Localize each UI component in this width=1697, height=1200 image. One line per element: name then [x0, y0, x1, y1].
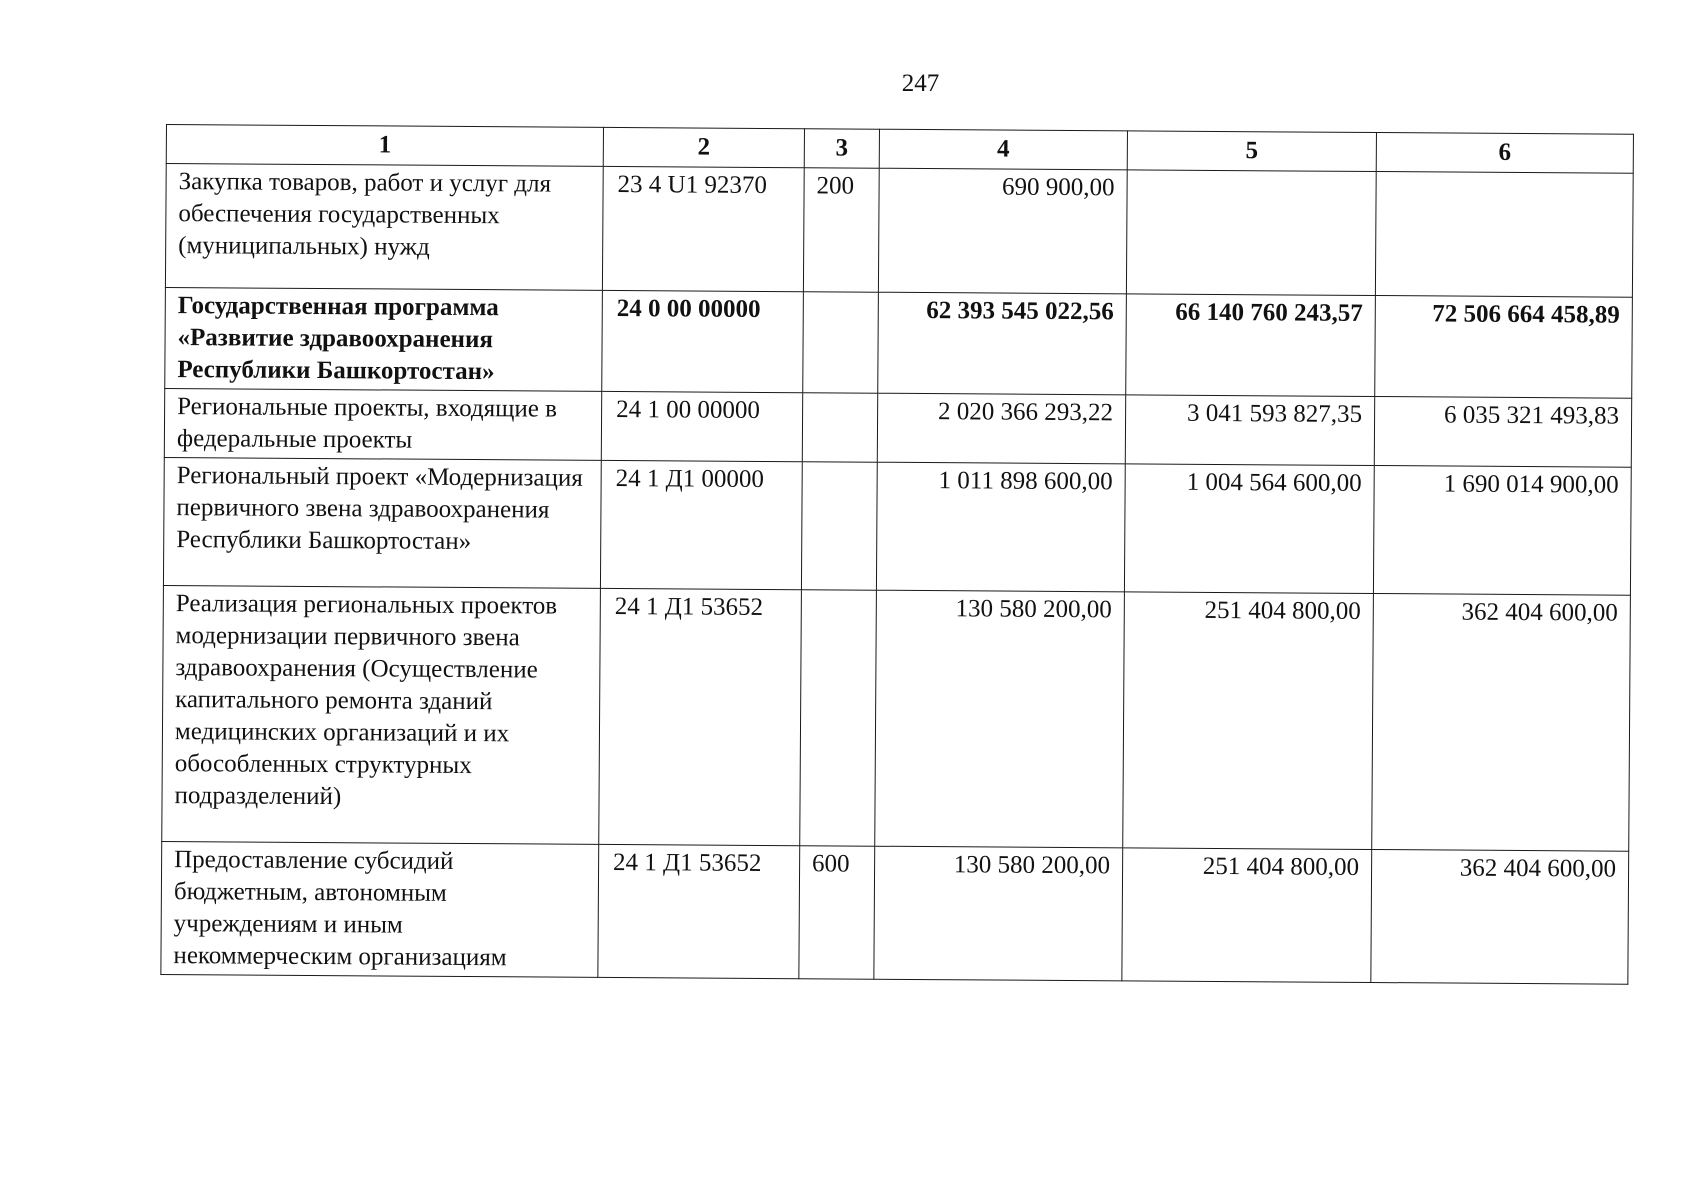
header-col-5: 5: [1127, 131, 1376, 172]
row-expense-type: 200: [803, 168, 879, 292]
row-value-4: 130 580 200,00: [874, 846, 1123, 981]
row-value-4: 62 393 545 022,56: [878, 292, 1127, 395]
header-col-2: 2: [603, 127, 804, 167]
header-col-1: 1: [166, 125, 603, 167]
header-col-6: 6: [1376, 133, 1633, 174]
page-number: 247: [901, 70, 940, 97]
budget-table: [160, 124, 1634, 985]
row-value-6: 362 404 600,00: [1371, 850, 1629, 985]
row-code: 24 1 Д1 53652: [598, 844, 800, 978]
row-value-5: 3 041 593 827,35: [1125, 395, 1374, 466]
row-code: 24 0 00 00000: [602, 290, 804, 392]
row-value-5: 66 140 760 243,57: [1126, 294, 1376, 397]
row-expense-type: 600: [799, 846, 875, 979]
row-value-6: 362 404 600,00: [1372, 594, 1631, 852]
row-code: 24 1 Д1 00000: [600, 460, 802, 589]
row-code: 24 1 Д1 53652: [599, 588, 802, 845]
table-row: [161, 841, 1629, 984]
row-value-5: 251 404 800,00: [1123, 592, 1374, 850]
row-name: Реализация региональных проектов модернизации первичного звена здравоохранения (Осуществление капитального ремонта зданий медицинских организаций и их обособленных структурных подразделений): [162, 585, 601, 844]
row-value-4: 130 580 200,00: [875, 590, 1125, 848]
header-col-4: 4: [879, 129, 1127, 170]
row-value-4: 2 020 366 293,22: [877, 393, 1125, 464]
header-col-3: 3: [804, 129, 879, 168]
row-value-5: [1126, 170, 1376, 296]
row-name: Региональные проекты, входящие в федеральные проекты: [164, 388, 601, 460]
row-expense-type: [802, 393, 877, 462]
row-value-6: 72 506 664 458,89: [1375, 296, 1633, 399]
row-name: Региональный проект «Модернизация первичного звена здравоохранения Республики Башкортостан»: [163, 457, 601, 588]
row-value-5: 1 004 564 600,00: [1124, 464, 1374, 594]
row-code: 24 1 00 00000: [601, 391, 802, 461]
table-row: [165, 287, 1633, 398]
row-name: Государственная программа «Развитие здравоохранения Республики Башкортостан»: [165, 287, 603, 391]
budget-table-container: [160, 124, 1634, 985]
table-row: [164, 388, 1631, 467]
row-expense-type: [800, 590, 877, 846]
row-value-4: 1 011 898 600,00: [876, 462, 1125, 592]
row-value-5: 251 404 800,00: [1122, 848, 1372, 983]
row-code: 23 4 U1 92370: [602, 166, 804, 291]
row-value-4: 690 900,00: [878, 168, 1127, 294]
row-expense-type: [803, 292, 879, 393]
table-row: [162, 585, 1631, 851]
row-value-6: 6 035 321 493,83: [1374, 397, 1631, 468]
row-value-6: [1375, 172, 1633, 298]
row-value-6: 1 690 014 900,00: [1373, 466, 1631, 596]
row-name: Закупка товаров, работ и услуг для обеспечения государственных (муниципальных) нужд: [165, 164, 603, 291]
table-row: [163, 457, 1631, 595]
row-name: Предоставление субсидий бюджетным, автономным учреждениям и иным некоммерческим организациям: [161, 841, 599, 977]
table-row: [165, 164, 1633, 298]
row-expense-type: [801, 462, 877, 590]
